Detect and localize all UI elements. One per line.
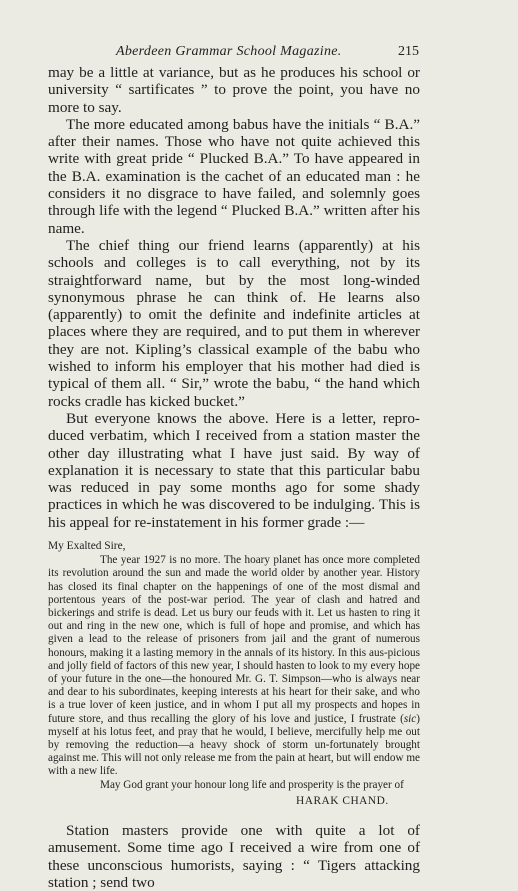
paragraph-3: The chief thing our friend learns (apparently) at his schools and colleges is to call everything, not by its straightforward name, but by the most long-winded synonymous phrase he can think of. He learns also (apparently) to omit the definite and indefinite articles at places where they are required, and to put them in wherever they are not. Kipling’s classical example of the babu who wished to inform his employer that his mother had died is typical of them all. “ Sir,” wrote the babu, “ the hand which rocks cradle has kicked bucket.”: [48, 236, 420, 410]
letter-salutation: My Exalted Sire,: [48, 540, 126, 553]
article-body: [48, 64, 420, 531]
magazine-page: [48, 40, 420, 891]
letter-sic: sic: [403, 712, 417, 725]
paragraph-5: Station masters provide one with quite a lot of amusement. Some time ago I received a wire from one of these unconscious humorists, saying : “ Tigers attacking station ; send two: [48, 822, 420, 891]
letter-closing: May God grant your honour long life and prosperity is the prayer of: [100, 778, 404, 791]
letter-body-part-2: ) myself at his lotus feet, and pray that he would, I believe, mercifully help me out by removing the reduction—a heavy shock of storm un-fortunately brought against me. This will not only release me from the pain at heart, but will endow me with a new life.: [48, 712, 420, 778]
page-header: [48, 40, 420, 64]
running-title: Aberdeen Grammar School Magazine.: [116, 44, 342, 59]
letter-signature: HARAK CHAND.: [296, 794, 389, 807]
letter-body: [48, 554, 420, 778]
page-number: 215: [398, 44, 419, 59]
paragraph-4: But everyone knows the above. Here is a letter, repro-duced verbatim, which I received from a station master the other day illustrating what I have just said. By way of explanation it is necessary to state that this particular babu was reduced in pay some months ago for some shady practices in which he was discovered to be indulging. This is his appeal for re-instatement in his former grade :—: [48, 409, 420, 531]
quoted-letter: [48, 540, 420, 808]
letter-body-part-1: The year 1927 is no more. The hoary planet has once more completed its revolution around the sun and made the world older by another year. History has closed its final chapter on the happenings of one of the most dismal and portentous years of the post-war period. The year of clash and hatred and bickerings and strife is dead. Let us bury our feuds with it. Let us hasten to ring it out and ring in the new one, which is full of hope and promise, and which has given a lead to the release of prisoners from jail and the grant of numerous honours, making it a lasting memory in the annals of its history. In this aus-picious and jolly field of factors of this new year, I should hasten to look to my every hope of your future in the one—the honoured Mr. G. T. Simpson—who is always near and dear to his subordinates, keeping interests at his heart for their sake, and who is a true lover of keen justice, and in whom I put all my prospects and hopes in future store, and thus recalling the glory of his love and justice, I frustrate (: [48, 554, 420, 725]
paragraph-2: The more educated among babus have the initials “ B.A.” after their names. Those who have not quite achieved this write with great pride “ Plucked B.A.” To have appeared in the B.A. examination is the cachet of an educated man : he considers it no disgrace to have failed, and solemnly goes through life with the legend “ Plucked B.A.” written after his name.: [48, 115, 420, 237]
paragraph-1: may be a little at variance, but as he produces his school or university “ sartificates ” to prove the point, you have no more to say.: [48, 64, 420, 116]
after-letter-section: [48, 822, 420, 891]
